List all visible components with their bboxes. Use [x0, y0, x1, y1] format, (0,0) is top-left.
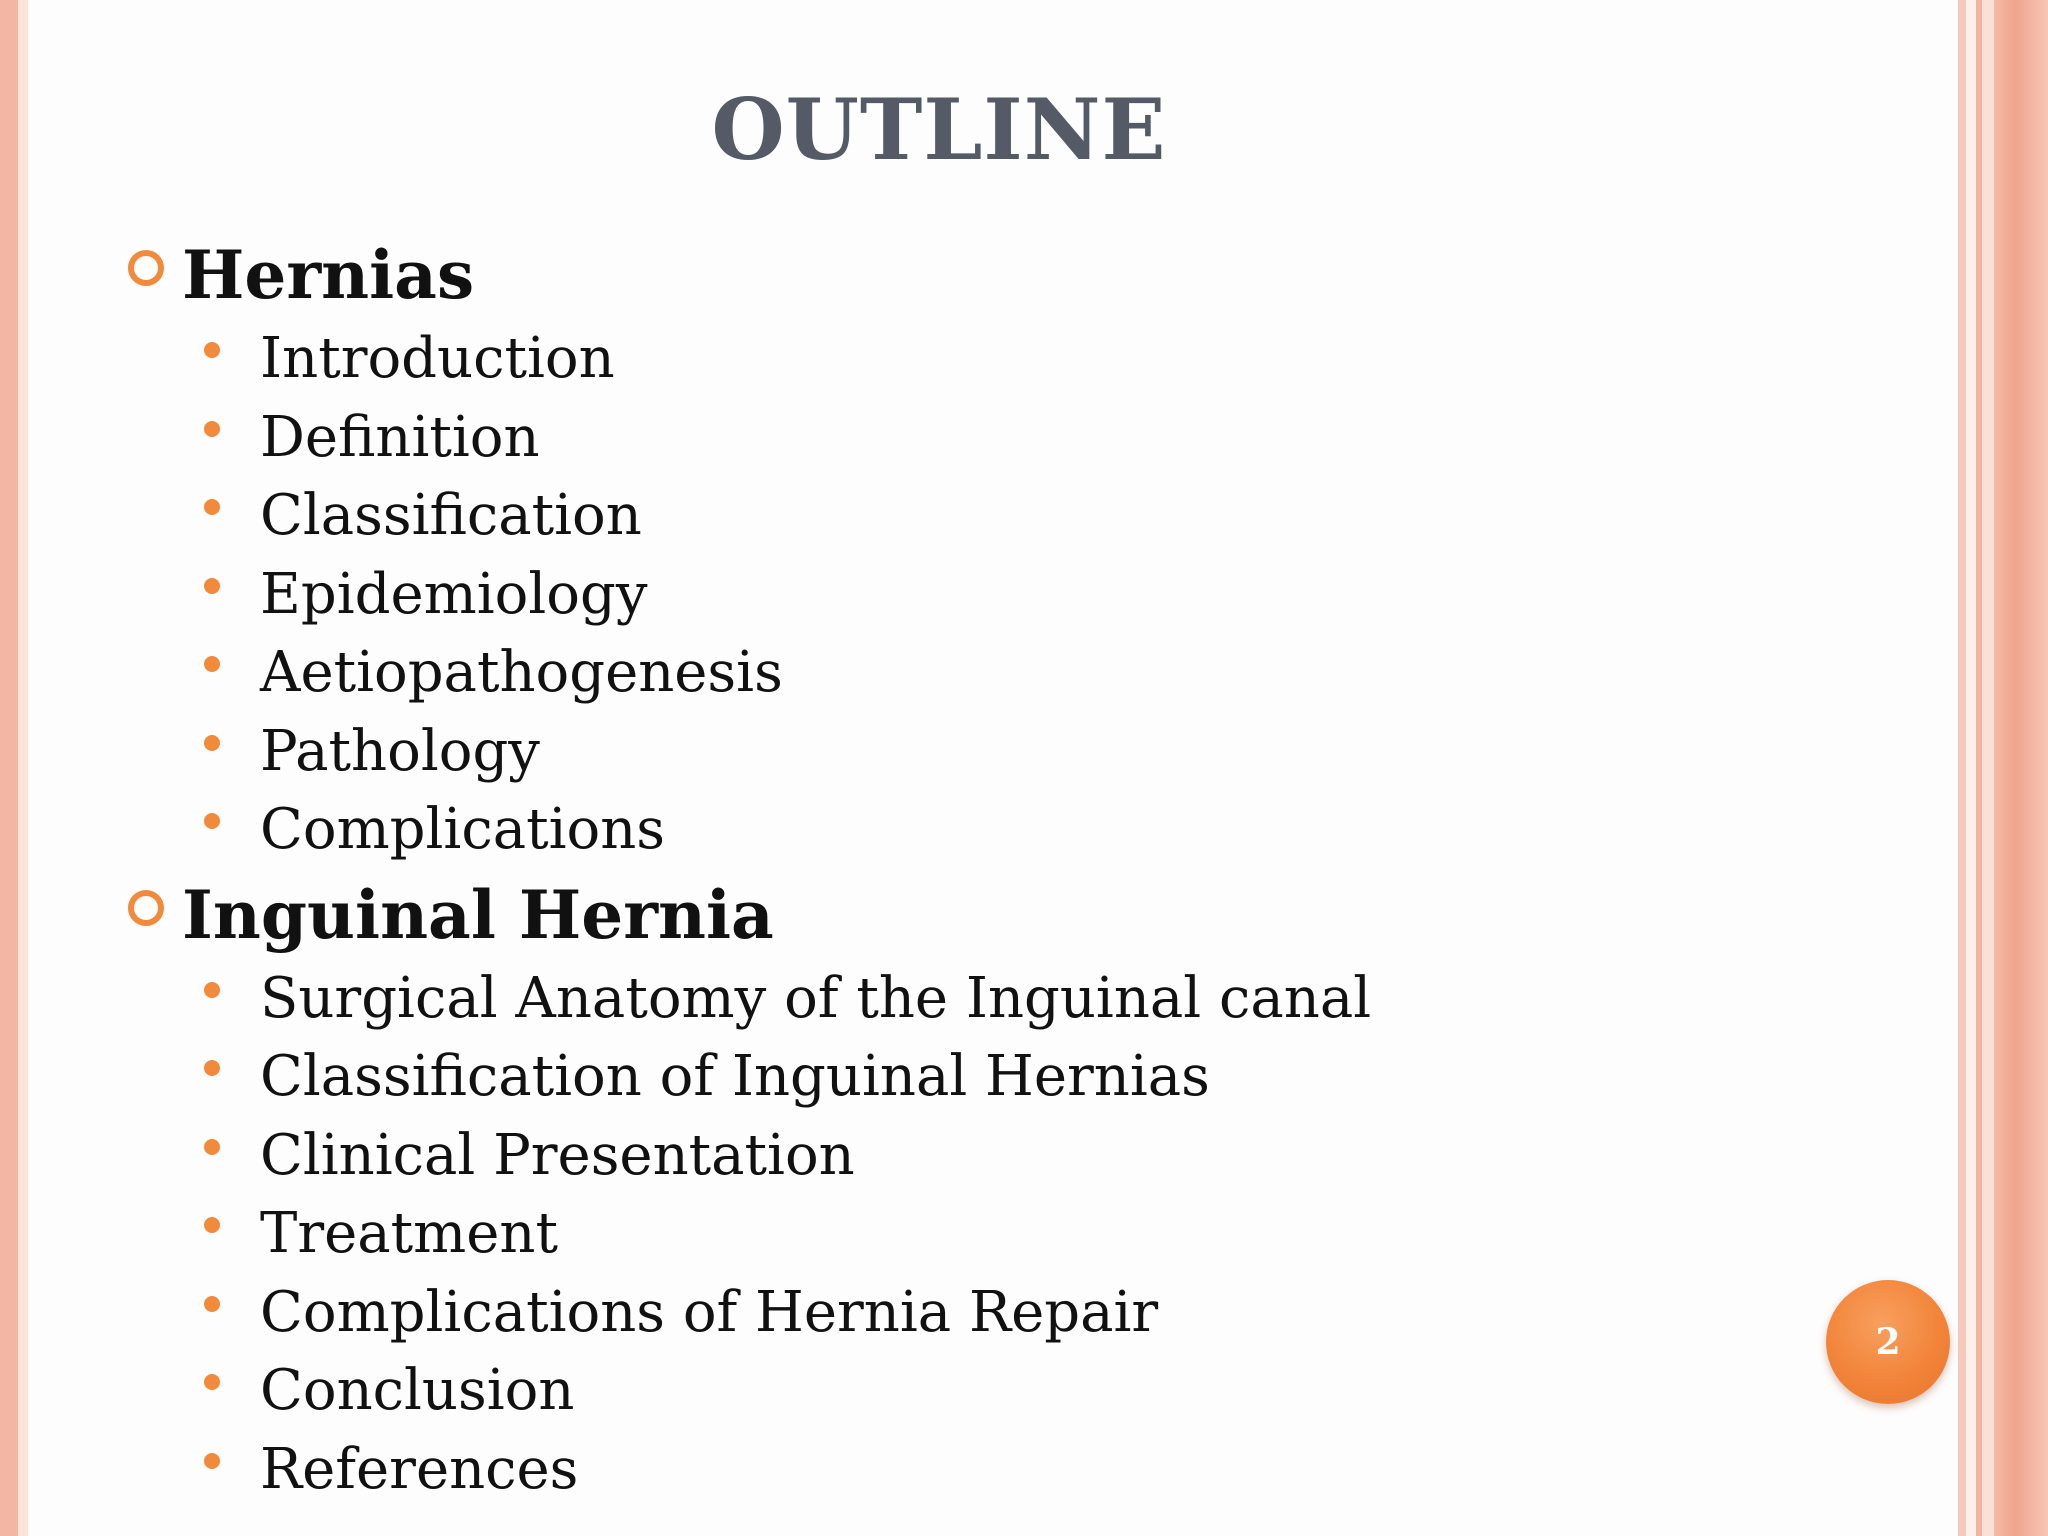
list-item-label: Surgical Anatomy of the Inguinal canal: [260, 965, 1372, 1031]
dot-bullet-icon: [204, 656, 220, 672]
ring-bullet-icon: [128, 890, 164, 926]
dot-bullet-icon: [204, 982, 220, 998]
list-item-label: Complications of Hernia Repair: [260, 1279, 1159, 1345]
dot-bullet-icon: [204, 578, 220, 594]
list-item: [120, 634, 1820, 713]
list-item: [120, 320, 1820, 399]
dot-bullet-icon: [204, 1296, 220, 1312]
section-heading-label: Hernias: [182, 236, 475, 314]
right-decorative-band: [1958, 0, 2048, 1536]
list-item: [120, 1195, 1820, 1274]
left-border-inner: [18, 0, 28, 1536]
list-item: [120, 1117, 1820, 1196]
dot-bullet-icon: [204, 421, 220, 437]
list-item: [120, 791, 1820, 870]
section-heading-label: Inguinal Hernia: [182, 875, 774, 954]
list-item: [120, 1038, 1820, 1117]
dot-bullet-icon: [204, 1060, 220, 1076]
left-border-strip: [0, 0, 18, 1536]
list-item-label: Clinical Presentation: [260, 1122, 855, 1188]
outline-list: [120, 230, 1820, 1509]
list-item-label: Pathology: [260, 718, 540, 784]
list-item-label: Introduction: [260, 326, 615, 391]
section-heading: [120, 870, 1820, 960]
list-item: [120, 1431, 1820, 1510]
list-item-label: Aetiopathogenesis: [260, 640, 783, 705]
dot-bullet-icon: [204, 499, 220, 515]
dot-bullet-icon: [204, 1217, 220, 1233]
list-item-label: Treatment: [260, 1201, 558, 1266]
list-item-label: Classification: [260, 483, 642, 548]
list-item: [120, 1352, 1820, 1431]
list-item-label: Complications: [260, 797, 666, 862]
dot-bullet-icon: [204, 735, 220, 751]
list-item: [120, 1274, 1820, 1353]
list-item-label: Definition: [260, 404, 540, 470]
dot-bullet-icon: [204, 1139, 220, 1155]
list-item-label: Classification of Inguinal Hernias: [260, 1044, 1210, 1109]
list-item: [120, 960, 1820, 1039]
dot-bullet-icon: [204, 1374, 220, 1390]
dot-bullet-icon: [204, 342, 220, 358]
list-item: [120, 477, 1820, 556]
list-item-label: References: [260, 1436, 579, 1502]
section-heading: [120, 230, 1820, 320]
list-item-label: Epidemiology: [260, 561, 648, 627]
list-item-label: Conclusion: [260, 1358, 575, 1423]
list-item: [120, 399, 1820, 478]
list-item: [120, 713, 1820, 792]
slide-title: OUTLINE: [711, 80, 1167, 179]
dot-bullet-icon: [204, 813, 220, 829]
dot-bullet-icon: [204, 1453, 220, 1469]
list-item: [120, 556, 1820, 635]
ring-bullet-icon: [128, 250, 164, 286]
page-number-badge: 2: [1826, 1280, 1950, 1404]
